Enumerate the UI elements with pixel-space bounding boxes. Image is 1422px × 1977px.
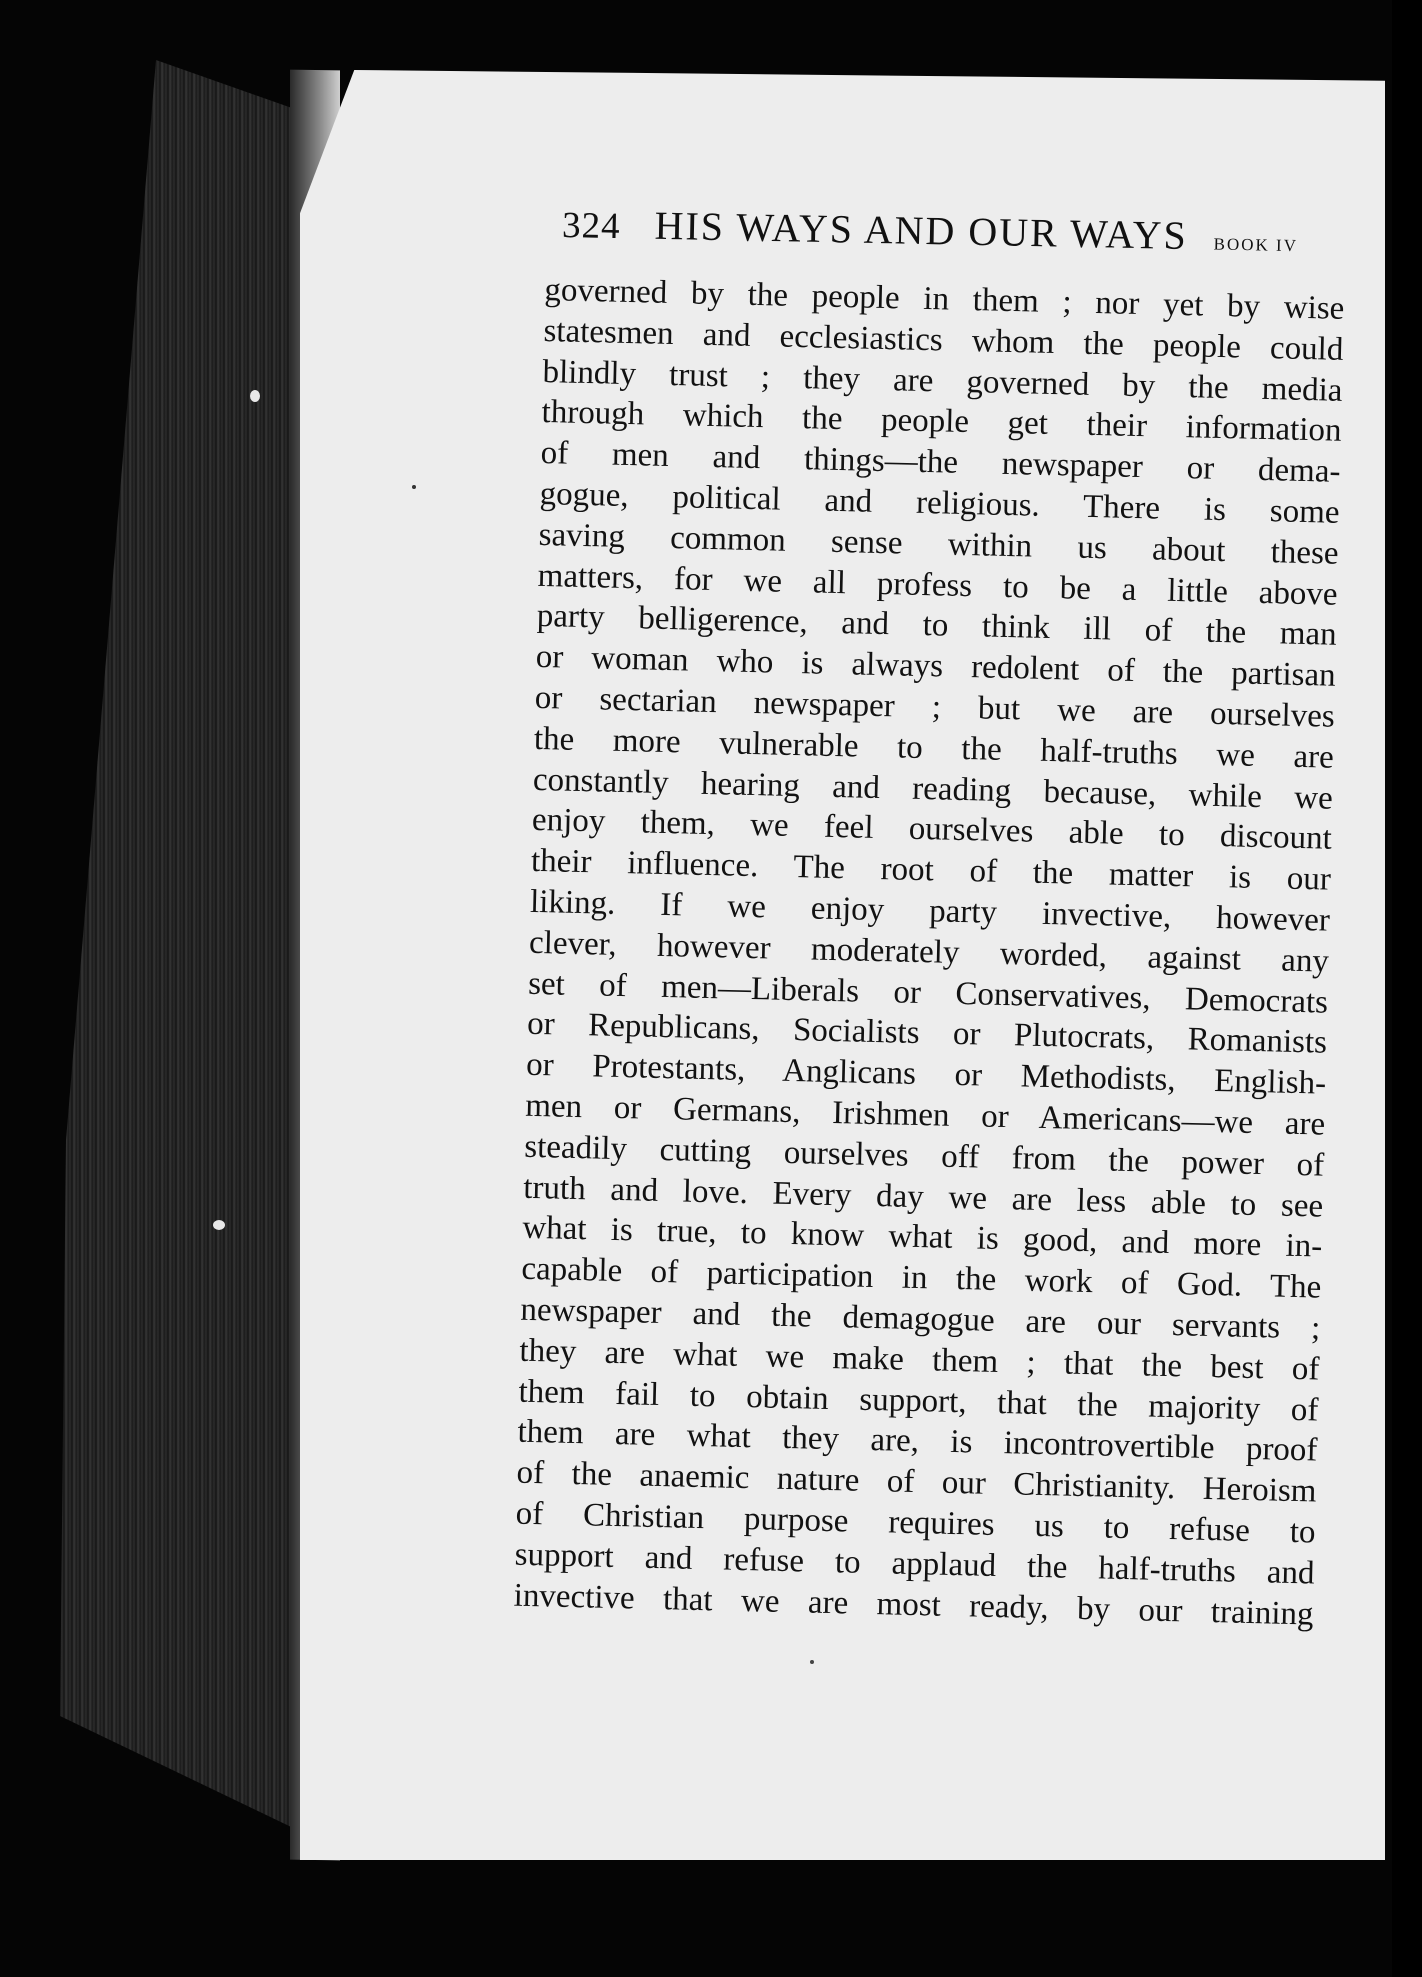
text-line: the more vulnerable to the half-truths we are [533,720,1335,776]
text-line: their influence. The root of the matter is our [530,842,1332,898]
text-line: of Christian purpose requires us to refuse to [515,1495,1316,1551]
text-line: or woman who is always redolent of the partisan [535,639,1337,694]
text-line: saving common sense within us about these [538,516,1339,572]
body-text [513,270,1344,1635]
text-line: or Protestants, Anglicans or Methodists, English- [525,1046,1327,1102]
text-line: through which the people get their information [541,394,1342,450]
text-line: liking. If we enjoy party invective, however [529,883,1331,939]
text-line: constantly hearing and reading because, while we [532,761,1334,817]
text-line: set of men—Liberals or Conservatives, Democrats [527,965,1329,1021]
text-line: or sectarian newspaper ; but we are ourselves [534,679,1336,735]
text-line: matters, for we all profess to be a little above [537,557,1339,613]
running-title: HIS WAYS AND OUR WAYS [654,202,1189,259]
text-line: what is true, to know what is good, and more in- [521,1210,1323,1265]
text-line: they are what we make them ; that the best of [519,1332,1320,1388]
text-line: party belligerence, and to think ill of the man [536,598,1338,654]
text-line: of the anaemic nature of our Christianity. Heroism [516,1454,1317,1510]
dust-speck [213,1220,225,1230]
text-line: support and refuse to applaud the half-truths and [514,1536,1315,1592]
book-label: BOOK IV [1213,234,1299,256]
dust-speck [250,390,260,402]
text-line: gogue, political and religious. There is some [539,475,1340,531]
page-number: 324 [561,205,621,248]
text-line: or Republicans, Socialists or Plutocrats, Romanists [526,1006,1328,1061]
text-line: blindly trust ; they are governed by the media [542,353,1343,409]
text-line: them fail to obtain support, that the majority of [518,1373,1319,1429]
dust-speck [412,485,416,489]
text-line: of men and things—the newspaper or dema- [540,435,1341,490]
dust-speck [810,1660,814,1664]
text-line: clever, however moderately worded, against any [528,924,1330,980]
text-line: governed by the people in them ; nor yet by wise [544,271,1345,327]
text-line: men or Germans, Irishmen or Americans—we are [524,1087,1326,1143]
text-line: enjoy them, we feel ourselves able to discount [531,802,1333,858]
text-line: truth and love. Every day we are less able to see [522,1169,1324,1225]
text-line: them are what they are, is incontrovertible proof [517,1413,1318,1469]
text-line: capable of participation in the work of God. The [521,1250,1322,1306]
text-line: invective that we are most ready, by our training [513,1577,1314,1632]
text-line: steadily cutting ourselves off from the power of [523,1128,1325,1184]
facing-page-edge [1392,0,1422,1977]
text-line: statesmen and ecclesiastics whom the people could [543,312,1344,368]
text-line: newspaper and the demagogue are our servants ; [520,1291,1321,1347]
